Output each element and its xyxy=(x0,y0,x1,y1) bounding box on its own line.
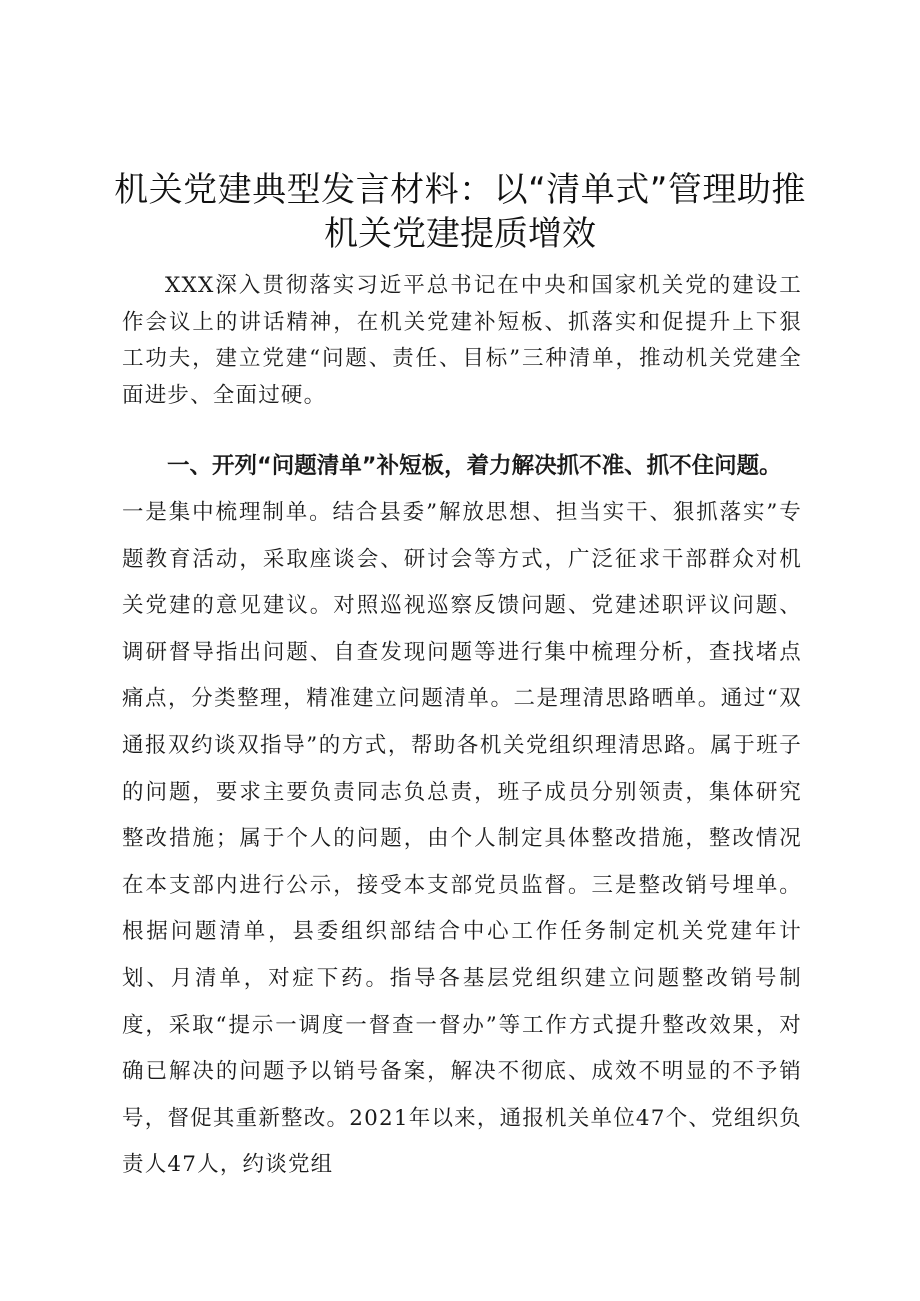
section-1-body: 一是集中梳理制单。结合县委”解放思想、担当实干、狠抓落实”专题教育活动，采取座谈会、研讨会等方式，广泛征求干部群众对机关党建的意见建议。对照巡视巡察反馈问题、党建述职评议问题、调研督导指出问题、自查发现问题等进行集中梳理分析，查找堵点痛点，分类整理，精准建立问题清单。二是理清思路晒单。通过“双通报双约谈双指导”的方式，帮助各机关党组织理清思路。属于班子的问题，要求主要负责同志负总责，班子成员分别领责，集体研究整改措施；属于个人的问题，由个人制定具体整改措施，整改情况在本支部内进行公示，接受本支部党员监督。三是整改销号埋单。根据问题清单，县委组织部结合中心工作任务制定机关党建年计划、月清单，对症下药。指导各基层党组织建立问题整改销号制度，采取“提示一调度一督查一督办”等工作方式提升整改效果，对确已解决的问题予以销号备案，解决不彻底、成效不明显的不予销号，督促其重新整改。2021年以来，通报机关单位47个、党组织负责人47人，约谈党组 xyxy=(122,500,802,1178)
intro-paragraph: XXX深入贯彻落实习近平总书记在中央和国家机关党的建设工作会议上的讲话精神，在机关党建补短板、抓落实和促提升上下狠工功夫，建立党建“问题、责任、目标”三种清单，推动机关党建全面进步、全面过硬。 xyxy=(122,273,802,408)
section-1-heading: 一、开列“问题清单”补短板，着力解决抓不准、抓不住问题。 xyxy=(167,453,782,479)
document-title-line-1: 机关党建典型发言材料：以“清单式”管理助推 xyxy=(114,170,806,210)
document-title-line-2: 机关党建提质增效 xyxy=(324,214,596,254)
